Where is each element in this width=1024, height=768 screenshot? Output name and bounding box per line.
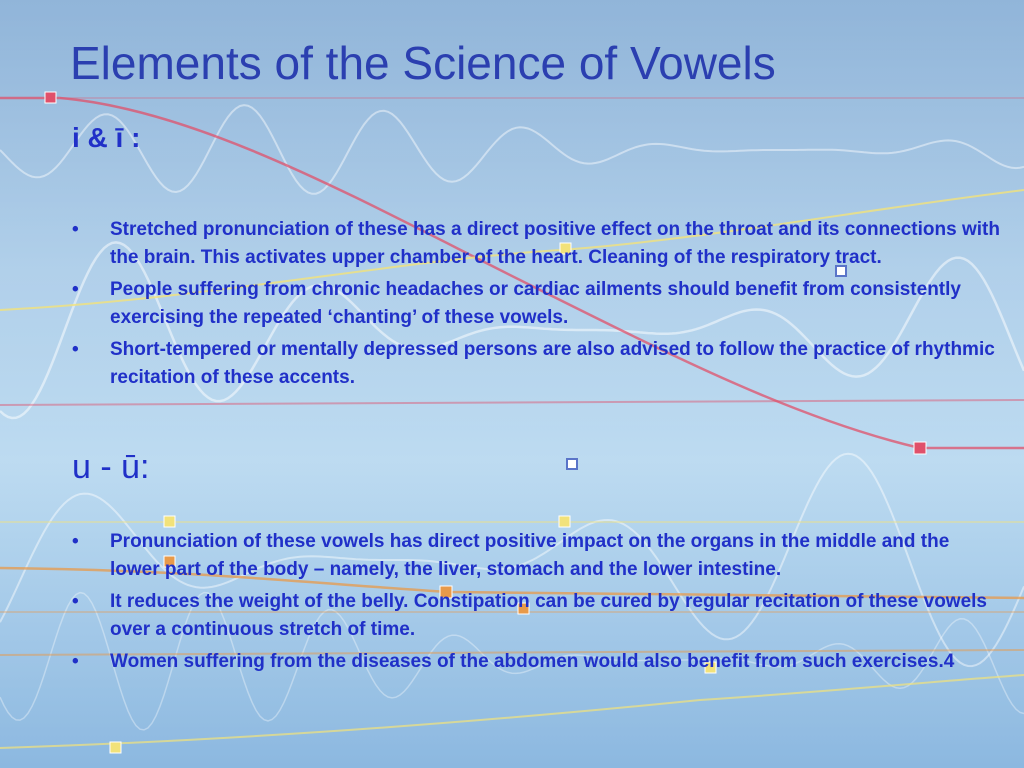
bullet-list-i [72,216,1002,396]
bullet-text: It reduces the weight of the belly. Constipation can be cured by regular recitation of these vowels over a continuous stretch of time. [110,591,987,640]
section-heading-i: i & ī : [72,122,141,153]
bullet-icon: • [72,219,79,240]
list-item [72,648,1002,676]
bullet-text: Women suffering from the diseases of the abdomen would also benefit from such exercises.4 [110,651,955,672]
bullet-text: People suffering from chronic headaches or cardiac ailments should benefit from consistently exercising the repeated ‘chanting’ of these vowels. [110,279,961,328]
list-item [72,528,1002,584]
bullet-list-u [72,528,1002,680]
slide-title: Elements of the Science of Vowels [70,37,776,89]
bullet-text: Pronunciation of these vowels has direct positive impact on the organs in the middle and the lower part of the body – namely, the liver, stomach and the lower intestine. [110,531,950,580]
bullet-icon: • [72,531,79,552]
bullet-icon: • [72,651,79,672]
bullet-icon: • [72,339,79,360]
bullet-icon: • [72,591,79,612]
bullet-text: Short-tempered or mentally depressed persons are also advised to follow the practice of rhythmic recitation of these accents. [110,339,995,388]
bullet-text: Stretched pronunciation of these has a direct positive effect on the throat and its connections with the brain. This activates upper chamber of the heart. Cleaning of the respiratory tract. [110,219,1000,268]
section-heading-u: u - ū: [72,448,150,486]
list-item [72,216,1002,272]
list-item [72,276,1002,332]
bullet-icon: • [72,279,79,300]
list-item [72,588,1002,644]
list-item [72,336,1002,392]
